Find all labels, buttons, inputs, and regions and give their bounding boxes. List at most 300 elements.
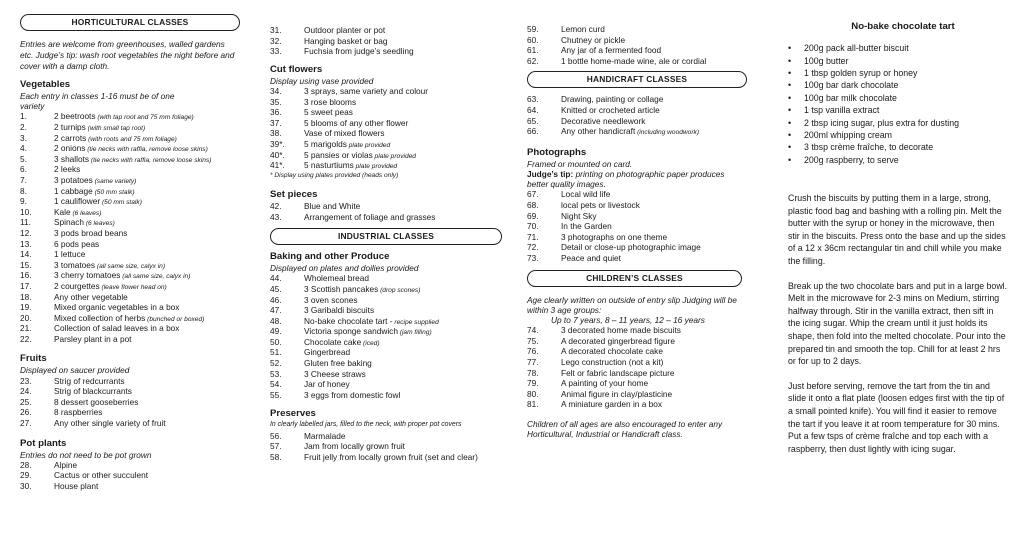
class-entry-row <box>20 175 240 186</box>
class-text: 1 lettuce <box>54 249 86 260</box>
class-number: 52. <box>270 358 282 369</box>
class-entry-row <box>270 86 502 97</box>
class-number: 76. <box>527 346 539 357</box>
class-entry-row <box>20 270 240 281</box>
class-entry-row <box>20 249 240 260</box>
class-text: Chocolate cake <box>304 336 362 347</box>
class-description <box>561 253 763 264</box>
class-description <box>54 249 240 260</box>
ingredient-item <box>788 42 1008 54</box>
class-description <box>304 201 502 212</box>
class-description <box>54 270 240 281</box>
class-description <box>304 358 502 369</box>
ingredient-item <box>788 92 1008 104</box>
set-pieces-list <box>270 201 502 222</box>
ingredient-text: 100g bar milk chocolate <box>804 92 897 103</box>
class-description <box>54 196 240 207</box>
class-description <box>304 316 502 327</box>
class-entry-row <box>527 35 763 46</box>
class-number: 75. <box>527 335 539 346</box>
method-paragraphs <box>788 192 1008 455</box>
ingredient-text: 200g pack all-butter biscuit <box>804 43 909 54</box>
top-items-list <box>270 25 502 57</box>
class-text: Hanging basket or bag <box>304 35 388 46</box>
class-description <box>54 186 240 197</box>
judges-tip <box>527 169 742 189</box>
handicraft-list <box>527 94 763 136</box>
class-number: 23. <box>20 375 32 386</box>
class-entry-row <box>20 154 240 165</box>
class-number: 25. <box>20 396 32 407</box>
class-description <box>304 212 502 223</box>
class-text: 3 Garibaldi biscuits <box>304 305 375 316</box>
class-entry-row <box>20 133 240 144</box>
class-entry-row <box>527 126 763 137</box>
class-text: 3 oven scones <box>304 294 358 305</box>
class-description <box>54 323 240 334</box>
class-number: 34. <box>270 85 282 96</box>
class-text: Any jar of a fermented food <box>561 45 662 56</box>
preserves-list <box>270 431 502 463</box>
class-entry-row <box>270 97 502 108</box>
class-description <box>561 325 763 336</box>
class-text: 3 sprays, same variety and colour <box>304 85 429 96</box>
class-description <box>561 346 763 357</box>
class-text: Any other vegetable <box>54 291 128 302</box>
class-note: (iced) <box>361 339 380 347</box>
class-text: No-bake chocolate tart - <box>304 315 393 326</box>
class-text: Strig of redcurrants <box>54 375 125 386</box>
class-entry-row <box>20 143 240 154</box>
class-entry-row <box>270 441 502 452</box>
class-text: In the Garden <box>561 221 612 232</box>
class-number: 32. <box>270 35 282 46</box>
class-number: 33. <box>270 46 282 57</box>
class-description <box>561 105 763 116</box>
class-note: (50 mm stalk) <box>92 188 135 196</box>
class-number: 68. <box>527 199 539 210</box>
class-number: 81. <box>527 399 539 410</box>
class-number: 11. <box>20 217 31 228</box>
class-entry-row <box>527 399 763 410</box>
set-pieces-heading: Set pieces <box>270 188 318 200</box>
class-description <box>561 35 763 46</box>
handicraft-classes-header: HANDICRAFT CLASSES <box>527 71 747 88</box>
class-description <box>54 228 240 239</box>
ingredient-text: 200g raspberry, to serve <box>804 154 899 165</box>
ingredient-text: 1 tsp vanilla extract <box>804 105 880 116</box>
class-description <box>304 452 502 463</box>
class-text: Collection of salad leaves in a box <box>54 323 180 334</box>
class-entry-row <box>270 295 502 306</box>
class-text: 3 Scottish pancakes <box>304 283 379 294</box>
class-entry-row <box>20 186 240 197</box>
class-number: 19. <box>20 302 32 313</box>
horticultural-intro: Entries are welcome from greenhouses, walled gardens etc. Judge’s tip: wash root vegetables the night before and cover with a damp cloth. <box>20 39 235 71</box>
class-entry-row <box>20 376 240 387</box>
ingredient-text: 1 tbsp golden syrup or honey <box>804 67 918 78</box>
class-entry-row <box>270 212 502 223</box>
cut-flowers-list <box>270 86 502 171</box>
class-number: 17. <box>20 280 32 291</box>
class-note: (6 leaves) <box>83 220 115 228</box>
class-entry-row <box>270 316 502 327</box>
industrial-classes-header: INDUSTRIAL CLASSES <box>270 228 502 245</box>
class-text: Strig of blackcurrants <box>54 386 132 397</box>
class-number: 14. <box>20 249 32 260</box>
class-entry-row <box>270 390 502 401</box>
class-description <box>304 25 502 36</box>
class-entry-row <box>20 470 240 481</box>
class-text: Chutney or pickle <box>561 34 626 45</box>
class-note: plate provided <box>353 163 398 171</box>
class-number: 7. <box>20 174 27 185</box>
recipe-title: No-bake chocolate tart <box>851 21 955 32</box>
class-text: Parsley plant in a pot <box>54 333 132 344</box>
class-text: 2 beetroots <box>54 111 96 122</box>
class-note: recipe supplied <box>392 318 439 326</box>
bullet-icon: • <box>788 117 792 128</box>
class-description <box>561 211 763 222</box>
class-text: 6 pods peas <box>54 238 100 249</box>
class-entry-row <box>270 201 502 212</box>
class-entry-row <box>270 358 502 369</box>
class-text: 2 carrots <box>54 132 87 143</box>
class-description <box>54 154 240 165</box>
pot-plants-subtitle: Entries do not need to be pot grown <box>20 449 152 460</box>
photographs-subtitle: Framed or mounted on card. <box>527 158 633 169</box>
ingredient-item <box>788 129 1008 141</box>
class-text: Any other single variety of fruit <box>54 418 166 429</box>
column-flowers-industrial <box>270 25 502 462</box>
class-entry-row <box>527 346 763 357</box>
class-number: 79. <box>527 378 539 389</box>
method-paragraph: Break up the two chocolate bars and put in a large bowl. Melt in the microwave for 2-3 mins on Medium, stirring halfway through. Stir in the vanilla extract, then sift in the icing sugar. Whip the cream until it just holds its shape, then fold into the melted chocolate. Pour into the prepared tin and smooth the top. Chill for at least 2 hrs or for up to 2 days. <box>788 280 1008 367</box>
class-number: 12. <box>20 227 32 238</box>
class-number: 51. <box>270 347 282 358</box>
class-description <box>561 94 763 105</box>
class-description <box>54 407 240 418</box>
class-description <box>561 368 763 379</box>
class-text: A decorated chocolate cake <box>561 346 663 357</box>
class-number: 70. <box>527 221 539 232</box>
class-text: Mixed collection of herbs <box>54 312 146 323</box>
class-text: 5 blooms of any other flower <box>304 117 409 128</box>
ingredient-item <box>788 141 1008 153</box>
class-description <box>54 281 240 292</box>
class-entry-row <box>20 407 240 418</box>
class-text: 2 turnips <box>54 122 86 132</box>
class-entry-row <box>527 45 763 56</box>
class-description <box>304 305 502 316</box>
class-text: Gluten free baking <box>304 358 372 369</box>
class-number: 57. <box>270 441 282 452</box>
class-number: 53. <box>270 368 282 379</box>
class-number: 71. <box>527 231 539 242</box>
class-number: 63. <box>527 94 539 105</box>
class-text: 5 sweet peas <box>304 107 353 118</box>
class-number: 80. <box>527 388 539 399</box>
class-number: 8. <box>20 185 27 196</box>
class-number: 10. <box>20 206 32 217</box>
class-number: 54. <box>270 379 282 390</box>
class-number: 42. <box>270 200 282 211</box>
class-text: 3 photographs on one theme <box>561 231 668 242</box>
class-note: (tie necks with raffia, remove loose skins) <box>89 156 212 164</box>
class-description <box>54 397 240 408</box>
class-text: 3 eggs from domestic fowl <box>304 389 401 400</box>
class-description <box>304 139 502 150</box>
class-text: Fruit jelly from locally grown fruit (set and clear) <box>304 451 478 462</box>
pot-plants-list <box>20 460 240 492</box>
class-description <box>54 260 240 271</box>
bullet-icon: • <box>788 105 792 116</box>
class-text: Lemon curd <box>561 24 605 34</box>
class-text: Local wild life <box>561 189 611 200</box>
class-note: plate provided <box>372 152 416 160</box>
class-text: Arrangement of foliage and grasses <box>304 211 436 222</box>
class-number: 24. <box>20 386 32 397</box>
class-description <box>304 379 502 390</box>
class-text: Jam from locally grown fruit <box>304 441 405 452</box>
class-description <box>54 481 240 492</box>
class-entry-row <box>20 323 240 334</box>
class-entry-row <box>527 116 763 127</box>
class-description <box>304 284 502 295</box>
class-note: plate provided <box>346 141 391 149</box>
class-description <box>54 292 240 303</box>
class-number: 56. <box>270 430 282 441</box>
class-number: 37. <box>270 117 282 128</box>
class-description <box>54 418 240 429</box>
bullet-icon: • <box>788 154 792 165</box>
bullet-icon: • <box>788 67 792 78</box>
class-number: 61. <box>527 45 539 56</box>
children-list <box>527 325 763 410</box>
class-description <box>54 376 240 387</box>
class-entry-row <box>270 452 502 463</box>
class-text: Outdoor planter or pot <box>304 25 386 35</box>
class-entry-row <box>527 189 763 200</box>
class-entry-row <box>527 357 763 368</box>
class-number: 66. <box>527 126 539 137</box>
bullet-icon: • <box>788 142 792 153</box>
class-note: (drop scones) <box>378 286 421 294</box>
class-number: 29. <box>20 470 32 481</box>
class-text: Drawing, painting or collage <box>561 94 664 105</box>
class-description <box>561 221 763 232</box>
class-note: (jam filling) <box>397 329 432 337</box>
class-entry-row <box>20 228 240 239</box>
class-description <box>304 441 502 452</box>
class-text: Gingerbread <box>304 347 351 358</box>
class-text: A decorated gingerbread figure <box>561 335 675 346</box>
preserves-continued-list <box>527 24 763 66</box>
class-number: 18. <box>20 291 32 302</box>
class-text: A miniature garden in a box <box>561 399 663 410</box>
class-number: 20. <box>20 312 32 323</box>
class-entry-row <box>270 284 502 295</box>
class-number: 15. <box>20 259 32 270</box>
cut-flowers-heading: Cut flowers <box>270 63 323 75</box>
children-footer: Children of all ages are also encouraged to enter any Horticultural, Industrial or Handicraft class. <box>527 418 723 440</box>
ingredient-text: 100g butter <box>804 55 849 66</box>
class-note: (tie necks with raffia, remove loose skins) <box>85 146 208 154</box>
class-number: 67. <box>527 189 539 200</box>
baking-list <box>270 273 502 400</box>
judges-tip-label: Judge’s tip: <box>527 168 574 179</box>
photographs-list <box>527 189 763 263</box>
class-number: 77. <box>527 356 539 367</box>
class-entry-row <box>270 305 502 316</box>
class-text: local pets or livestock <box>561 199 640 210</box>
class-entry-row <box>270 150 502 161</box>
class-text: 2 leeks <box>54 164 81 175</box>
class-description <box>304 295 502 306</box>
class-text: Alpine <box>54 459 78 470</box>
class-description <box>54 460 240 471</box>
class-entry-row <box>527 232 763 243</box>
class-entry-row <box>270 25 502 36</box>
class-note: (same variety) <box>92 177 137 185</box>
class-text: 1 cabbage <box>54 185 93 196</box>
class-description <box>54 111 240 122</box>
class-description <box>561 56 763 67</box>
class-number: 47. <box>270 305 282 316</box>
class-text: Victoria sponge sandwich <box>304 326 398 337</box>
class-description <box>304 36 502 47</box>
children-age-groups: Up to 7 years, 8 – 11 years, 12 – 16 years <box>551 314 705 325</box>
class-number: 3. <box>20 132 27 143</box>
class-text: 3 shallots <box>54 153 90 164</box>
class-description <box>561 200 763 211</box>
class-text: A painting of your home <box>561 378 649 389</box>
class-entry-row <box>527 242 763 253</box>
class-description <box>561 399 763 410</box>
class-entry-row <box>20 260 240 271</box>
class-description <box>304 369 502 380</box>
ingredient-text: 200ml whipping cream <box>804 129 893 140</box>
class-entry-row <box>527 105 763 116</box>
class-description <box>561 45 763 56</box>
class-entry-row <box>527 389 763 400</box>
class-entry-row <box>527 378 763 389</box>
class-entry-row <box>270 369 502 380</box>
class-number: 27. <box>20 418 32 429</box>
class-text: Peace and quiet <box>561 252 621 263</box>
class-number: 2. <box>20 122 27 132</box>
class-entry-row <box>20 164 240 175</box>
class-description <box>54 386 240 397</box>
class-text: Knitted or crocheted article <box>561 104 660 115</box>
class-note: (with small tap root) <box>85 125 146 132</box>
photographs-heading: Photographs <box>527 146 587 158</box>
class-text: 5 pansies or violas <box>304 149 373 160</box>
class-text: Jar of honey <box>304 379 350 390</box>
class-entry-row <box>20 397 240 408</box>
class-entry-row <box>20 302 240 313</box>
column-handicraft-children <box>527 24 763 439</box>
class-text: Decorative needlework <box>561 115 646 126</box>
ingredient-text: 100g bar dark chocolate <box>804 80 899 91</box>
class-text: 8 raspberries <box>54 407 103 418</box>
class-entry-row <box>527 336 763 347</box>
class-description <box>304 431 502 442</box>
class-entry-row <box>270 431 502 442</box>
class-number: 59. <box>527 24 539 34</box>
class-text: Kale <box>54 206 71 217</box>
class-text: Spinach <box>54 217 84 228</box>
fruits-list <box>20 376 240 429</box>
class-note: (with tap root and 75 mm foliage) <box>95 114 194 122</box>
ingredient-item <box>788 117 1008 129</box>
class-number: 21. <box>20 323 32 334</box>
cut-flowers-subtitle: Display using vase provided <box>270 75 374 86</box>
class-entry-row <box>270 379 502 390</box>
ingredient-item <box>788 79 1008 91</box>
class-description <box>54 217 240 228</box>
class-number: 72. <box>527 242 539 253</box>
column-recipe <box>788 22 1008 455</box>
class-text: Vase of mixed flowers <box>304 128 385 139</box>
class-entry-row <box>527 24 763 35</box>
class-description <box>304 326 502 337</box>
ingredient-item <box>788 55 1008 67</box>
class-text: 2 courgettes <box>54 280 100 291</box>
cut-flowers-footnote: * Display using plates provided (heads only) <box>270 171 399 179</box>
class-number: 1. <box>20 111 27 122</box>
class-text: Wholemeal bread <box>304 273 370 284</box>
bullet-icon: • <box>788 80 792 91</box>
class-description <box>561 389 763 400</box>
class-description <box>54 122 240 133</box>
class-description <box>54 164 240 175</box>
class-text: 3 pods broad beans <box>54 227 128 238</box>
class-number: 22. <box>20 333 32 344</box>
baking-heading: Baking and other Produce <box>270 251 390 263</box>
ingredient-text: 3 tbsp crème fraîche, to decorate <box>804 142 934 153</box>
class-text: 3 decorated home made biscuits <box>561 325 681 336</box>
class-entry-row <box>527 325 763 336</box>
class-description <box>304 86 502 97</box>
class-entry-row <box>270 36 502 47</box>
class-entry-row <box>20 196 240 207</box>
class-number: 9. <box>20 196 27 207</box>
class-entry-row <box>270 118 502 129</box>
judges-tip-text: printing on photographic paper produces better quality images. <box>527 168 725 190</box>
bullet-icon: • <box>788 43 792 54</box>
class-entry-row <box>270 347 502 358</box>
class-description <box>54 470 240 481</box>
class-description <box>54 207 240 218</box>
class-description <box>304 160 502 171</box>
class-number: 41*. <box>270 160 285 171</box>
class-text: Any other handicraft <box>561 126 636 137</box>
class-number: 62. <box>527 55 539 66</box>
class-number: 28. <box>20 459 32 470</box>
class-text: House plant <box>54 481 99 492</box>
vegetables-heading: Vegetables <box>20 79 71 90</box>
class-description <box>561 189 763 200</box>
class-number: 49. <box>270 326 282 337</box>
class-number: 60. <box>527 34 539 45</box>
class-entry-row <box>527 368 763 379</box>
bullet-icon: • <box>788 129 792 140</box>
class-number: 16. <box>20 270 32 281</box>
method-paragraph: Just before serving, remove the tart from the tin and slide it onto a flat plate (loosen edges first with the tip of a small pointed knife). You will find it easier to remove the tart if you leave it at room temperature for 30 mins. Put a few tsps of crème fraîche and top each with a raspberry, then dust lightly with icing sugar. <box>788 380 1005 454</box>
class-entry-row <box>270 139 502 150</box>
class-note: (all same size, calyx in) <box>120 273 191 281</box>
